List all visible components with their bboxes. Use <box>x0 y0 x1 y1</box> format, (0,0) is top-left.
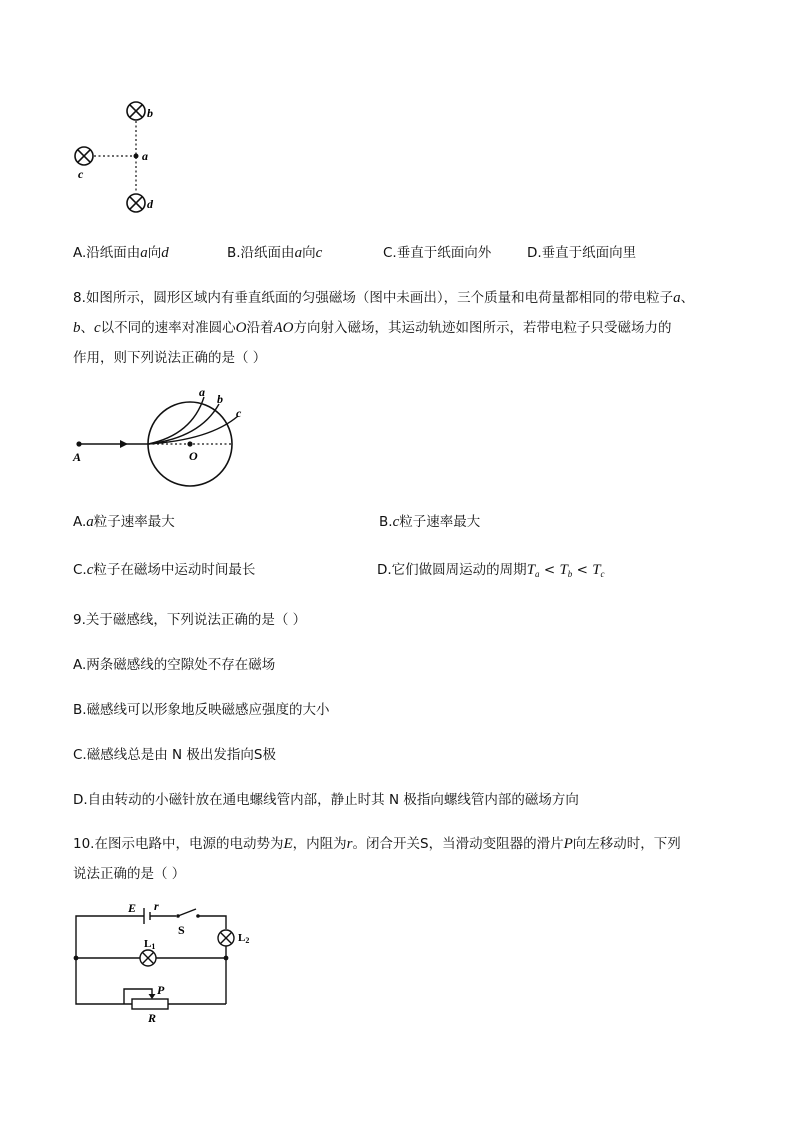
var-a: a <box>140 245 148 261</box>
option-text: C. <box>73 562 87 578</box>
var-T: T <box>526 562 536 578</box>
stem-text: 向左移动时，下列 <box>572 836 681 852</box>
dashed-lines <box>94 121 136 193</box>
var-T: T <box>592 562 601 578</box>
label-A: A <box>73 450 82 464</box>
subscript-c: c <box>600 569 605 579</box>
label-d: d <box>147 197 153 211</box>
stem-text: 10.在图示电路中，电源的电动势为 <box>73 836 284 852</box>
q7-option-b <box>227 241 322 262</box>
q8-stem-line3: 作用，则下列说法正确的是（ ） <box>73 350 267 366</box>
label-b: b <box>147 106 153 120</box>
option-text: 粒子速率最大 <box>93 514 175 530</box>
center-O-dot <box>187 441 192 446</box>
slider-P-arrow-icon <box>149 994 156 999</box>
option-text: 粒子速率最大 <box>399 514 481 530</box>
var-d: d <box>161 245 169 261</box>
q10-circuit-figure <box>68 898 258 1028</box>
q8-option-b <box>379 510 480 531</box>
q9-option-c: C.磁感线总是由 N 极出发指向S极 <box>73 747 276 763</box>
stem-text: 、 <box>680 290 695 306</box>
stem-text: 、 <box>80 320 94 336</box>
stem-text: 以不同的速率对准圆心 <box>100 320 236 336</box>
option-text: A.沿纸面由 <box>73 245 141 261</box>
option-text: 向 <box>147 245 162 261</box>
junction-dot <box>74 956 79 961</box>
var-a: a <box>86 514 94 530</box>
label-a: a <box>199 385 205 399</box>
stem-text: 沿着 <box>246 320 274 336</box>
label-L2: L2 <box>238 932 250 945</box>
wire-c-icon <box>75 147 93 165</box>
var-c: c <box>94 320 101 336</box>
q10-stem-line2: 说法正确的是（ ） <box>73 866 186 882</box>
var-a: a <box>294 245 303 261</box>
var-c: c <box>392 514 400 530</box>
q7-option-a <box>73 241 169 262</box>
var-c: c <box>315 245 323 261</box>
subscript-b: b <box>567 569 573 579</box>
q8-option-a <box>73 510 175 531</box>
wire-top <box>76 916 144 958</box>
q7-option-c: C.垂直于纸面向外 <box>383 245 492 261</box>
q7-option-d: D.垂直于纸面向里 <box>527 245 637 261</box>
q8-figure <box>68 380 258 490</box>
wire-b-icon <box>127 102 145 120</box>
q7-figure <box>68 96 168 221</box>
q8-option-d <box>377 558 605 579</box>
var-O: O <box>235 320 247 336</box>
var-T: T <box>559 562 568 578</box>
label-S: S <box>178 923 185 937</box>
arrow-icon <box>120 440 128 448</box>
option-text: 向 <box>302 245 316 261</box>
switch-pivot-dot <box>176 914 180 918</box>
subscript-a: a <box>535 569 540 579</box>
option-text: D.它们做圆周运动的周期 <box>377 562 527 578</box>
stem-text: 方向射入磁场，其运动轨迹如图所示，若带电粒子只受磁场力的 <box>293 320 672 336</box>
q9-option-b: B.磁感线可以形象地反映磁感应强度的大小 <box>73 702 330 718</box>
var-c: c <box>86 562 94 578</box>
trajectory-b <box>148 404 219 444</box>
var-r: r <box>346 836 353 852</box>
var-b: b <box>73 320 81 336</box>
rheostat-R <box>132 999 168 1009</box>
label-a: a <box>142 149 148 163</box>
wire-top-right <box>198 916 226 929</box>
stem-text: 。闭合开关S，当滑动变阻器的滑片 <box>352 836 564 852</box>
point-a-dot <box>134 154 139 159</box>
junction-dot <box>224 956 229 961</box>
q8-option-c <box>73 558 255 579</box>
less-than: < <box>572 562 593 578</box>
var-P: P <box>563 836 573 852</box>
less-than: < <box>539 562 560 578</box>
switch-blade <box>178 909 196 916</box>
label-c: c <box>236 406 242 420</box>
var-a: a <box>673 290 681 306</box>
label-O: O <box>189 449 198 463</box>
q8-stem-line1 <box>73 286 694 307</box>
stem-text: ，内阻为 <box>292 836 347 852</box>
label-R: R <box>148 1011 157 1025</box>
q9-option-a: A.两条磁感线的空隙处不存在磁场 <box>73 657 276 673</box>
stem-text: 8.如图所示，圆形区域内有垂直纸面的匀强磁场（图中未画出），三个质量和电荷量都相同的带电粒子 <box>73 290 674 306</box>
label-E: E <box>128 901 137 915</box>
var-E: E <box>283 836 293 852</box>
slider-wire <box>124 989 152 1004</box>
lamp-L1-icon <box>140 950 156 966</box>
switch-contact-dot <box>196 914 200 918</box>
option-text: 粒子在磁场中运动时间最长 <box>93 562 256 578</box>
var-AO: AO <box>273 320 294 336</box>
option-text: B.沿纸面由 <box>227 245 295 261</box>
q8-stem-line2 <box>73 316 672 337</box>
label-b: b <box>217 392 223 406</box>
q9-option-d: D.自由转动的小磁针放在通电螺线管内部，静止时其 N 极指向螺线管内部的磁场方向 <box>73 792 579 808</box>
label-L1: L1 <box>144 938 156 951</box>
q10-stem-line1 <box>73 832 681 853</box>
lamp-L2-icon <box>218 930 234 946</box>
option-text: A. <box>73 514 87 530</box>
label-c: c <box>78 167 84 181</box>
label-P: P <box>157 983 165 997</box>
option-text: B. <box>379 514 393 530</box>
wire-d-icon <box>127 194 145 212</box>
q9-stem: 9.关于磁感线，下列说法正确的是（ ） <box>73 612 307 628</box>
label-r: r <box>154 899 159 913</box>
